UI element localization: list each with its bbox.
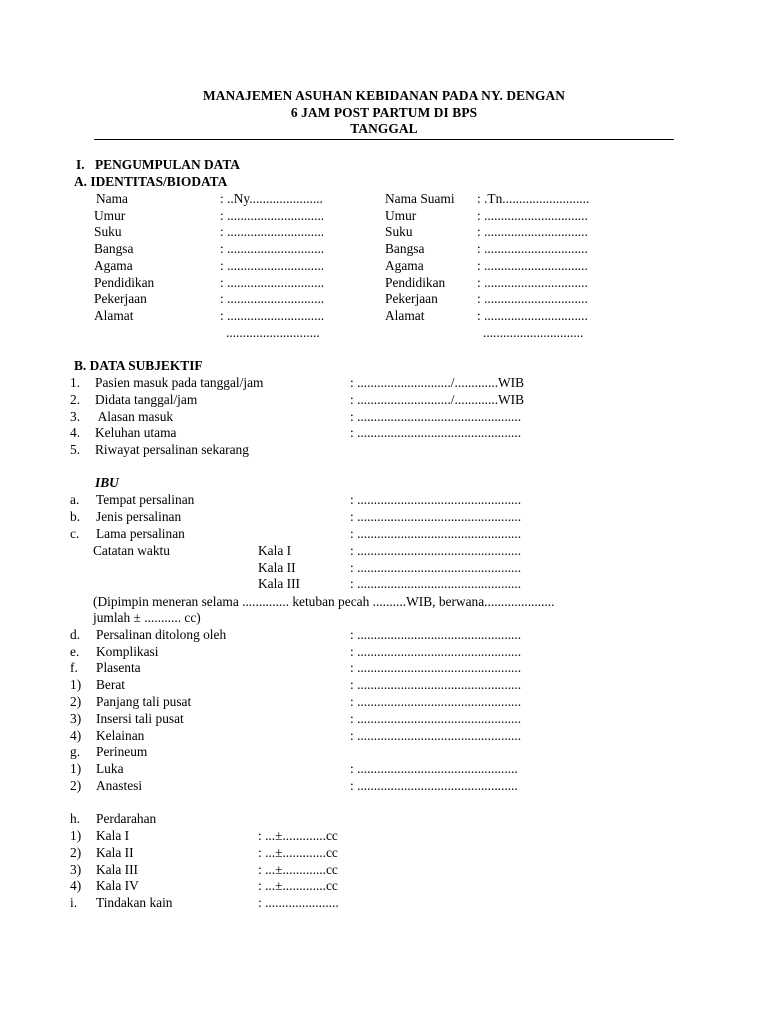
- list-item-number: a.: [70, 492, 80, 507]
- section-heading: PENGUMPULAN DATA: [95, 157, 240, 172]
- list-item-label: Tempat persalinan: [96, 492, 195, 507]
- ident-suami-value: : ...............................: [477, 224, 588, 239]
- title-line-1: MANAJEMEN ASUHAN KEBIDANAN PADA NY. DENGAN: [202, 88, 566, 103]
- list-item-value: : .................................................: [350, 509, 522, 524]
- list-item-value: : ...±.............cc: [258, 878, 338, 893]
- list-item-label: Luka: [96, 761, 124, 776]
- ident-suami-label: Bangsa: [385, 241, 425, 256]
- ident-value: : ..Ny......................: [220, 191, 323, 206]
- list-item-label: Anastesi: [96, 778, 143, 793]
- list-item-label: Kala IV: [96, 878, 139, 893]
- ident-label: Alamat: [94, 308, 134, 323]
- kala-value: : .................................................: [350, 543, 522, 558]
- list-item-number: b.: [70, 509, 81, 524]
- list-item-number: f.: [70, 660, 78, 675]
- kala-label: Kala I: [258, 543, 292, 558]
- ident-suami-label: Umur: [385, 208, 417, 223]
- ident-label: Suku: [94, 224, 122, 239]
- title-line-2: 6 JAM POST PARTUM DI BPS: [290, 105, 478, 120]
- list-item-label: Keluhan utama: [95, 425, 177, 440]
- ident-value: : .............................: [220, 241, 325, 256]
- list-item-number: 4): [70, 878, 82, 893]
- ident-value: : .............................: [220, 275, 325, 290]
- list-item-value: : .................................................: [350, 492, 522, 507]
- ident-suami-label: Suku: [385, 224, 413, 239]
- list-item-value: : ............................/.............WIB: [350, 392, 525, 407]
- catatan-waktu-label: Catatan waktu: [93, 543, 170, 558]
- ident-suami-value: : ...............................: [477, 258, 588, 273]
- list-item-value: : .................................................: [350, 694, 522, 709]
- list-item-number: 2): [70, 694, 82, 709]
- ident-value: : .............................: [220, 308, 325, 323]
- ident-value: : .............................: [220, 291, 325, 306]
- list-item-label: Kala III: [96, 862, 139, 877]
- list-item-number: i.: [70, 895, 78, 910]
- list-item-label: Didata tanggal/jam: [95, 392, 198, 407]
- ident-suami-value: : ...............................: [477, 275, 588, 290]
- list-item-label: Berat: [96, 677, 125, 692]
- ibu-heading: IBU: [95, 475, 119, 490]
- ident-label: Nama: [96, 191, 128, 206]
- list-item-number: 1): [70, 761, 82, 776]
- ident-suami-label: Nama Suami: [385, 191, 455, 206]
- list-item-value: : .................................................: [350, 728, 522, 743]
- ident-suami-value: : ...............................: [477, 241, 588, 256]
- title-line-3: TANGGAL: [350, 121, 418, 136]
- list-item-number: e.: [70, 644, 80, 659]
- list-item-number: 4): [70, 728, 82, 743]
- list-item-label: Komplikasi: [96, 644, 159, 659]
- alamat-suami-continuation: ..............................: [483, 325, 584, 340]
- list-item-value: : ................................................: [350, 778, 518, 793]
- ident-suami-value: : ...............................: [477, 208, 588, 223]
- ident-suami-label: Alamat: [385, 308, 425, 323]
- list-item-label: Pasien masuk pada tanggal/jam: [95, 375, 264, 390]
- list-item-label: Insersi tali pusat: [96, 711, 184, 726]
- list-item-number: 2): [70, 778, 82, 793]
- kala-label: Kala II: [258, 560, 296, 575]
- ident-suami-label: Agama: [385, 258, 424, 273]
- identitas-heading: A. IDENTITAS/BIODATA: [74, 174, 228, 189]
- tindakan-label: Tindakan kain: [96, 895, 173, 910]
- dipimpin-note-line-2: jumlah ± ........... cc): [93, 610, 201, 625]
- list-item-label: Alasan masuk: [95, 409, 174, 424]
- subjektif-heading: B. DATA SUBJEKTIF: [74, 358, 203, 373]
- list-item-label: Perineum: [96, 744, 148, 759]
- list-item-label: Kelainan: [96, 728, 145, 743]
- perdarahan-label: Perdarahan: [96, 811, 157, 826]
- list-item-value: : .................................................: [350, 660, 522, 675]
- list-item-label: Lama persalinan: [96, 526, 185, 541]
- alamat-continuation: ............................: [226, 325, 320, 340]
- list-item-label: Kala I: [96, 828, 130, 843]
- list-item-value: : .................................................: [350, 409, 522, 424]
- list-item-number: 4.: [70, 425, 81, 440]
- tindakan-value: : ......................: [258, 895, 339, 910]
- list-item-number: 1): [70, 828, 82, 843]
- list-item-value: : .................................................: [350, 627, 522, 642]
- ident-suami-label: Pekerjaan: [385, 291, 438, 306]
- list-item-value: : .................................................: [350, 711, 522, 726]
- ident-suami-value: : .Tn..........................: [477, 191, 590, 206]
- ident-suami-value: : ...............................: [477, 291, 588, 306]
- list-item-number: 1.: [70, 375, 81, 390]
- list-item-number: 3.: [70, 409, 81, 424]
- ident-label: Agama: [94, 258, 133, 273]
- list-item-value: : .................................................: [350, 526, 522, 541]
- ident-suami-label: Pendidikan: [385, 275, 446, 290]
- ident-value: : .............................: [220, 224, 325, 239]
- list-item-number: 3): [70, 711, 82, 726]
- list-item-number: h.: [70, 811, 81, 826]
- list-item-label: Jenis persalinan: [96, 509, 182, 524]
- list-item-label: Persalinan ditolong oleh: [96, 627, 227, 642]
- ident-value: : .............................: [220, 258, 325, 273]
- list-item-number: 3): [70, 862, 82, 877]
- list-item-label: Kala II: [96, 845, 134, 860]
- list-item-value: : ................................................: [350, 761, 518, 776]
- list-item-label: Riwayat persalinan sekarang: [95, 442, 249, 457]
- ident-value: : .............................: [220, 208, 325, 223]
- kala-label: Kala III: [258, 576, 301, 591]
- list-item-number: 2): [70, 845, 82, 860]
- list-item-number: 2.: [70, 392, 81, 407]
- list-item-number: 1): [70, 677, 82, 692]
- ident-label: Pendidikan: [94, 275, 155, 290]
- list-item-number: c.: [70, 526, 80, 541]
- list-item-value: : .................................................: [350, 677, 522, 692]
- ident-suami-value: : ...............................: [477, 308, 588, 323]
- list-item-value: : .................................................: [350, 644, 522, 659]
- list-item-number: d.: [70, 627, 81, 642]
- title-divider: [94, 139, 674, 140]
- list-item-value: : ............................/.............WIB: [350, 375, 525, 390]
- list-item-value: : ...±.............cc: [258, 845, 338, 860]
- list-item-number: 5.: [70, 442, 81, 457]
- list-item-value: : .................................................: [350, 425, 522, 440]
- list-item-label: Plasenta: [96, 660, 141, 675]
- list-item-value: : ...±.............cc: [258, 828, 338, 843]
- list-item-number: g.: [70, 744, 81, 759]
- ident-label: Bangsa: [94, 241, 134, 256]
- kala-value: : .................................................: [350, 576, 522, 591]
- ident-label: Umur: [94, 208, 126, 223]
- kala-value: : .................................................: [350, 560, 522, 575]
- section-number: I.: [76, 157, 85, 172]
- list-item-value: : ...±.............cc: [258, 862, 338, 877]
- ident-label: Pekerjaan: [94, 291, 147, 306]
- list-item-label: Panjang tali pusat: [96, 694, 192, 709]
- dipimpin-note-line-1: (Dipimpin meneran selama .............. ketuban pecah ..........WIB, berwana.....................: [93, 594, 555, 609]
